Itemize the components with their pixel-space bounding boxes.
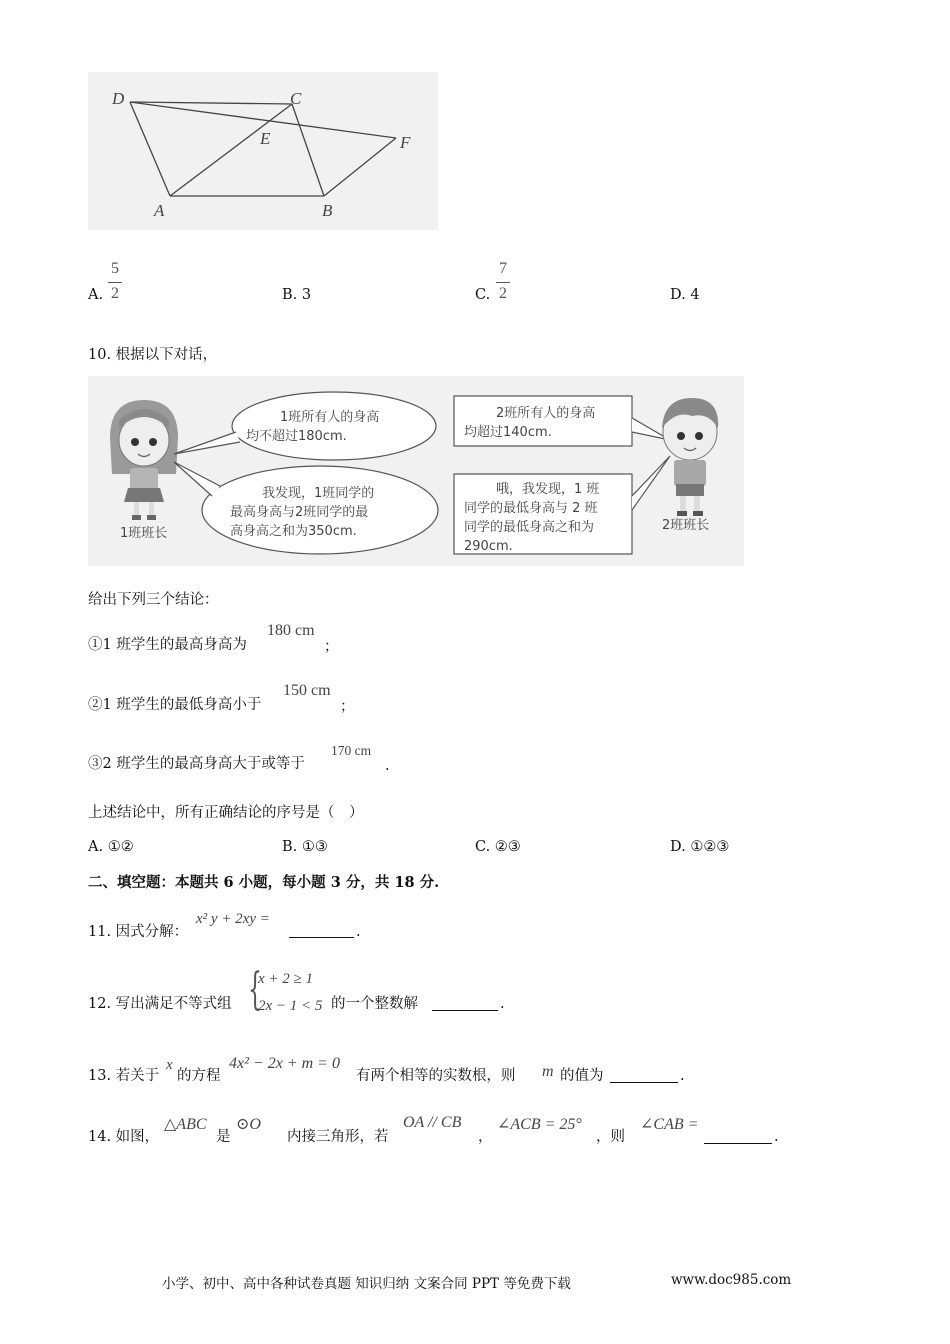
- q10-conclusion-2-value: 150 cm: [283, 682, 331, 699]
- q14-answer-blank[interactable]: [704, 1143, 772, 1144]
- q14-triangle: △ABC: [164, 1116, 207, 1133]
- q12-inequality-2: 2x − 1 < 5: [258, 998, 323, 1014]
- q12-after: 的一个整数解: [331, 996, 418, 1012]
- girl-icon: [110, 400, 178, 520]
- q14-then: ，则: [596, 1129, 625, 1145]
- q10-conclusion-3-end: .: [385, 758, 390, 774]
- segment-DC: [130, 102, 292, 104]
- q10-conclusion-3-value: 170 cm: [331, 743, 372, 758]
- q10-dialogue-figure: [88, 376, 744, 566]
- q13-var-m: m: [542, 1063, 554, 1080]
- boy-box-2: 哦，我发现，1 班 同学的最低身高与 2 班 同学的最低身高之和为 290cm.: [464, 482, 600, 554]
- q10-option-c[interactable]: C. ②③: [475, 839, 521, 855]
- q10-stem: 10. 根据以下对话，: [88, 347, 218, 363]
- girl-bubble-1: 1班所有人的身高 均不超过180cm.: [246, 410, 380, 444]
- q14-angle: ∠ACB = 25°: [497, 1116, 582, 1133]
- label-B: B: [322, 201, 333, 220]
- q12-answer-blank[interactable]: [432, 1010, 498, 1011]
- dialogue-shapes: [88, 376, 744, 566]
- segment-CB: [292, 104, 324, 196]
- segment-AC: [170, 104, 292, 196]
- girl-caption: 1班班长: [120, 526, 168, 541]
- q13-mid1: 的方程: [177, 1068, 221, 1084]
- q13-answer-blank[interactable]: [610, 1082, 678, 1083]
- q10-option-a[interactable]: A. ①②: [88, 839, 134, 855]
- q10-conclusion-2: ②1 班学生的最低身高小于: [88, 697, 262, 713]
- q9-option-a-fraction: 5 2: [108, 260, 122, 303]
- q13-var-x: x: [166, 1057, 173, 1073]
- q10-conclusion-2-end: ；: [340, 699, 355, 715]
- label-E: E: [260, 129, 271, 148]
- footer-url[interactable]: www.doc985.com: [671, 1272, 792, 1288]
- label-A: A: [154, 201, 165, 220]
- q13-label: 13. 若关于: [88, 1068, 160, 1084]
- q9-option-d[interactable]: D. 4: [670, 287, 700, 303]
- boy-caption: 2班班长: [662, 518, 710, 533]
- girl-bubble-2: 我发现，1班同学的 最高身高与2班同学的最 高身高之和为350cm.: [230, 486, 375, 539]
- footer-text: 小学、初中、高中各种试卷真题 知识归纳 文案合同 PPT 等免费下载: [162, 1276, 571, 1292]
- q12-inequality-1: x + 2 ≥ 1: [258, 971, 314, 987]
- q13-mid2: 有两个相等的实数根，则: [356, 1068, 516, 1084]
- q9-figure: [88, 72, 438, 230]
- q9-option-c[interactable]: C.: [475, 287, 491, 303]
- q14-is: 是: [216, 1129, 231, 1145]
- q14-inscribed: 内接三角形，若: [287, 1129, 389, 1145]
- q10-conclusion-1-value: 180 cm: [267, 622, 315, 639]
- q10-option-d[interactable]: D. ①②③: [670, 839, 730, 855]
- label-D: D: [112, 89, 125, 108]
- boy-box-1: 2班所有人的身高 均超过140cm.: [464, 406, 596, 440]
- boy-icon: [662, 398, 718, 516]
- section-2-heading: 二、填空题：本题共 6 小题，每小题 3 分，共 18 分.: [88, 874, 440, 891]
- q12-brace: {: [248, 964, 262, 1015]
- q10-question: 上述结论中，所有正确结论的序号是（ ）: [88, 805, 364, 821]
- q11-label: 11. 因式分解：: [88, 924, 189, 940]
- q14-end: .: [774, 1129, 779, 1145]
- parallelogram-diagram: [88, 72, 438, 230]
- q13-equation: 4x² − 2x + m = 0: [229, 1055, 340, 1072]
- q13-mid3: 的值为: [560, 1068, 604, 1084]
- q14-label: 14. 如图，: [88, 1129, 160, 1145]
- q13-end: .: [680, 1068, 685, 1084]
- q10-conclusion-1: ①1 班学生的最高身高为: [88, 637, 247, 653]
- q12-end: .: [500, 996, 505, 1012]
- q10-conclusion-3: ③2 班学生的最高身高大于或等于: [88, 756, 305, 772]
- q14-circle: ⊙O: [236, 1116, 261, 1133]
- q11-answer-blank[interactable]: [289, 937, 354, 938]
- q9-option-c-fraction: 7 2: [496, 260, 510, 303]
- q11-expression: x² y + 2xy =: [196, 911, 270, 927]
- label-F: F: [400, 133, 411, 152]
- label-C: C: [290, 89, 302, 108]
- q11-end: .: [356, 924, 361, 940]
- q14-target: ∠CAB =: [640, 1116, 699, 1133]
- segment-BF: [324, 138, 396, 196]
- q9-option-a[interactable]: A.: [88, 287, 104, 303]
- q14-parallel: OA // CB: [403, 1114, 462, 1131]
- segment-DA: [130, 102, 170, 196]
- q10-conclusion-1-end: ；: [324, 639, 339, 655]
- q14-comma: ，: [478, 1129, 493, 1145]
- q10-conclusions-intro: 给出下列三个结论：: [88, 592, 219, 608]
- q10-option-b[interactable]: B. ①③: [282, 839, 328, 855]
- q9-option-b[interactable]: B. 3: [282, 287, 312, 303]
- q12-label: 12. 写出满足不等式组: [88, 996, 232, 1012]
